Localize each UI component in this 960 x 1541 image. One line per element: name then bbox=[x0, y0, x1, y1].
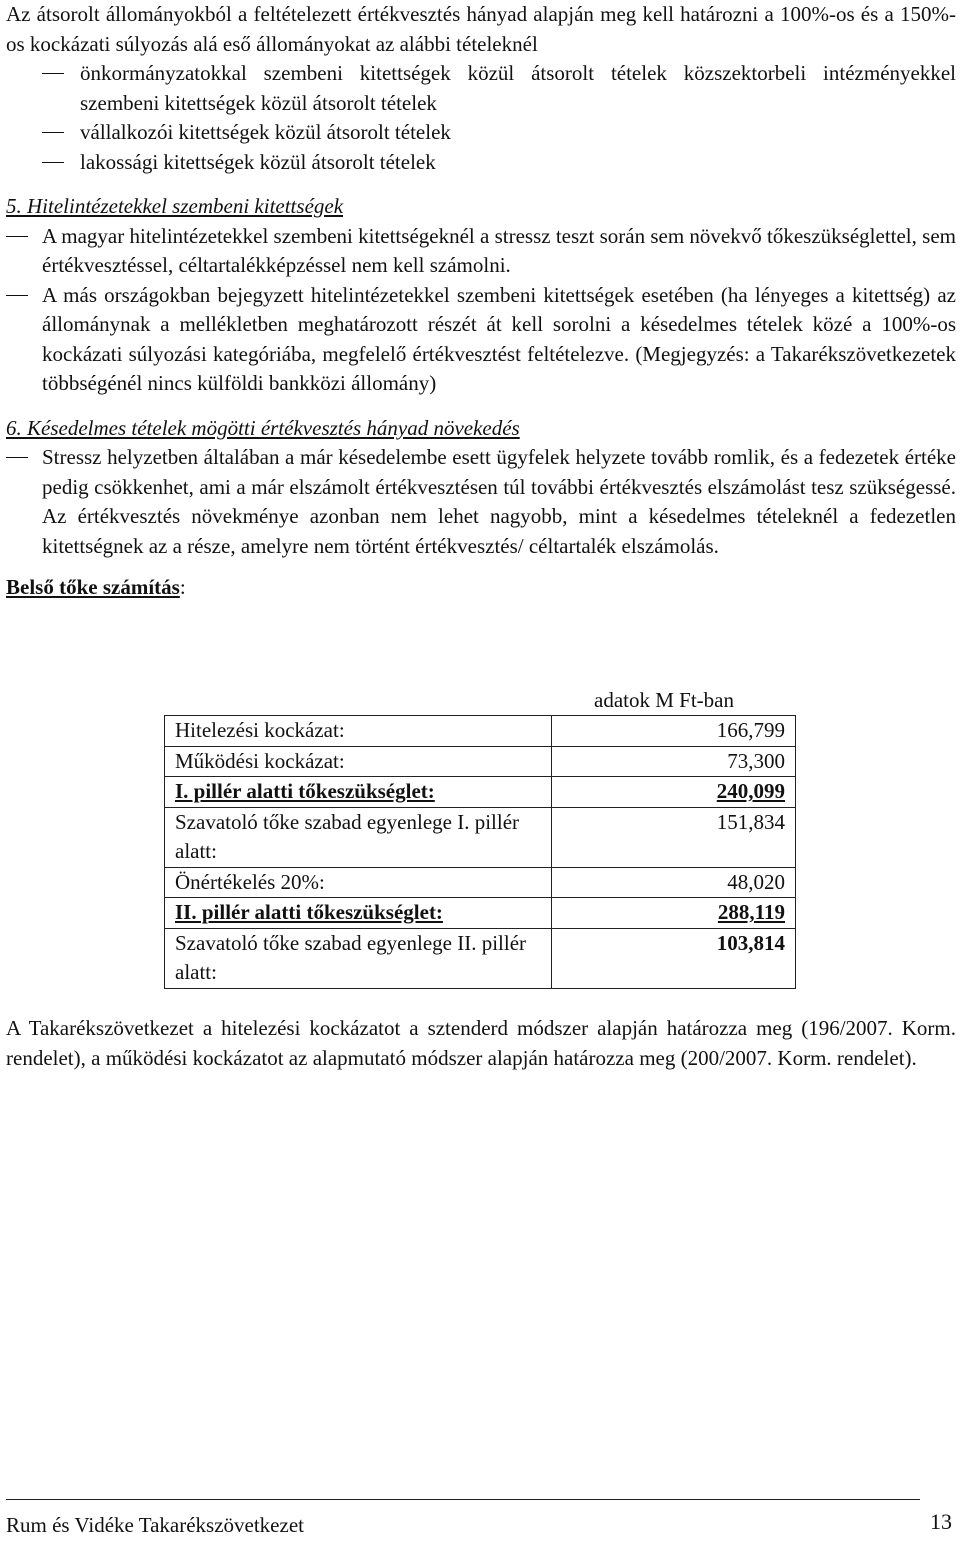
row-label bbox=[165, 898, 552, 929]
row-label bbox=[165, 777, 552, 808]
row-value: 166,799 bbox=[552, 716, 796, 747]
list-item-text: A más országokban bejegyzett hitelintézetekkel szembeni kitettségek esetében (ha lényeges a kitettség) az állománynak a mellékletben meghatározott részét át kell sorolni a késedelmes tételek közé a 100%-os kockázati súlyozási kategóriába, megfelelő értékvesztést feltételezve. (Megjegyzés: a Takarékszövetkezetek többségénél nincs külföldi bankközi állomány) bbox=[42, 282, 956, 395]
page-number: 13 bbox=[930, 1509, 952, 1534]
list-item-text: A magyar hitelintézetekkel szembeni kitettségeknél a stressz teszt során sem növekvő tőkeszükséglettel, sem értékvesztéssel, céltartalékképzéssel nem kell számolni. bbox=[42, 223, 956, 277]
list-item bbox=[6, 148, 956, 178]
closing-paragraph: A Takarékszövetkezet a hitelezési kockázatot a sztenderd módszer alapján határozza meg (196/2007. Korm. rendelet), a működési kockázatot az alapmutató módszer alapján határozza meg (200/2007. Korm. rendelet). bbox=[6, 1016, 956, 1070]
dash-bullet-icon bbox=[42, 73, 64, 74]
intro-list bbox=[6, 59, 956, 177]
list-item bbox=[6, 222, 956, 281]
section-5-list bbox=[6, 222, 956, 399]
footer-divider bbox=[6, 1499, 920, 1500]
table-row bbox=[165, 898, 796, 929]
dash-bullet-icon bbox=[6, 295, 28, 296]
list-item-text: önkormányzatokkal szembeni kitettségek közül átsorolt tételek közszektorbeli intézményekkel szembeni kitettségek közül átsorolt tételek bbox=[80, 61, 956, 115]
row-label-text: II. pillér alatti tőkeszükséglet: bbox=[175, 900, 443, 924]
row-value: 48,020 bbox=[552, 867, 796, 898]
section-6-heading: 6. Késedelmes tételek mögötti értékvesztés hányad növekedés bbox=[6, 415, 520, 440]
row-value: 151,834 bbox=[552, 807, 796, 867]
table-row bbox=[165, 807, 796, 867]
footer-organization: Rum és Vidéke Takarékszövetkezet bbox=[6, 1513, 304, 1537]
row-label: Szavatoló tőke szabad egyenlege I. pillér alatt: bbox=[165, 807, 552, 867]
row-value-text: 288,119 bbox=[717, 900, 785, 924]
list-item-text: vállalkozói kitettségek közül átsorolt tételek bbox=[80, 120, 451, 144]
row-label-text: I. pillér alatti tőkeszükséglet: bbox=[175, 779, 435, 803]
list-item-text: lakossági kitettségek közül átsorolt tételek bbox=[80, 149, 436, 174]
row-label: Hitelezési kockázat: bbox=[165, 716, 552, 747]
list-item bbox=[6, 281, 956, 399]
table-row bbox=[165, 867, 796, 898]
row-value: 103,814 bbox=[552, 928, 796, 988]
row-value: 73,300 bbox=[552, 746, 796, 777]
row-value bbox=[552, 898, 796, 929]
row-label: Önértékelés 20%: bbox=[165, 867, 552, 898]
dash-bullet-icon bbox=[6, 457, 28, 458]
list-item bbox=[6, 59, 956, 118]
table-row bbox=[165, 746, 796, 777]
table-row bbox=[165, 716, 796, 747]
dash-bullet-icon bbox=[6, 236, 28, 237]
section-5-heading: 5. Hitelintézetekkel szembeni kitettségek bbox=[6, 194, 344, 218]
row-value-text: 240,099 bbox=[716, 779, 785, 803]
dash-bullet-icon bbox=[42, 132, 64, 133]
row-value bbox=[552, 777, 796, 808]
capital-title-text: Belső tőke számítás bbox=[6, 575, 180, 599]
dash-bullet-icon bbox=[42, 162, 64, 163]
list-item bbox=[6, 118, 956, 148]
document-page bbox=[6, 0, 956, 603]
row-label: Szavatoló tőke szabad egyenlege II. pillér alatt: bbox=[165, 928, 552, 988]
section-6-list bbox=[6, 443, 956, 561]
table-row bbox=[165, 928, 796, 988]
capital-table bbox=[164, 715, 796, 989]
capital-section-title bbox=[6, 573, 956, 603]
list-item-text: Stressz helyzetben általában a már késedelembe esett ügyfelek helyzete tovább romlik, és a fedezetek értéke pedig csökkenhet, ami a már elszámolt értékvesztésen túl további értékvesztés elszámolást tesz szükségessé. Az értékvesztés növekménye azonban nem lehet nagyobb, mint a késedelmes tételeknél a fedezetlen kitettségnek az a része, amelyre nem történt értékvesztés/ céltartalék elszámolás. bbox=[42, 445, 956, 558]
capital-title-suffix: : bbox=[179, 575, 186, 599]
table-row bbox=[165, 777, 796, 808]
list-item bbox=[6, 443, 956, 561]
intro-paragraph: Az átsorolt állományokból a feltételezett értékvesztés hányad alapján meg kell határozni a 100%-os és a 150%-os kockázati súlyozás alá eső állományokat az alábbi tételeknél bbox=[6, 2, 956, 56]
row-label: Működési kockázat: bbox=[165, 746, 552, 777]
unit-label: adatok M Ft-ban bbox=[594, 688, 734, 712]
